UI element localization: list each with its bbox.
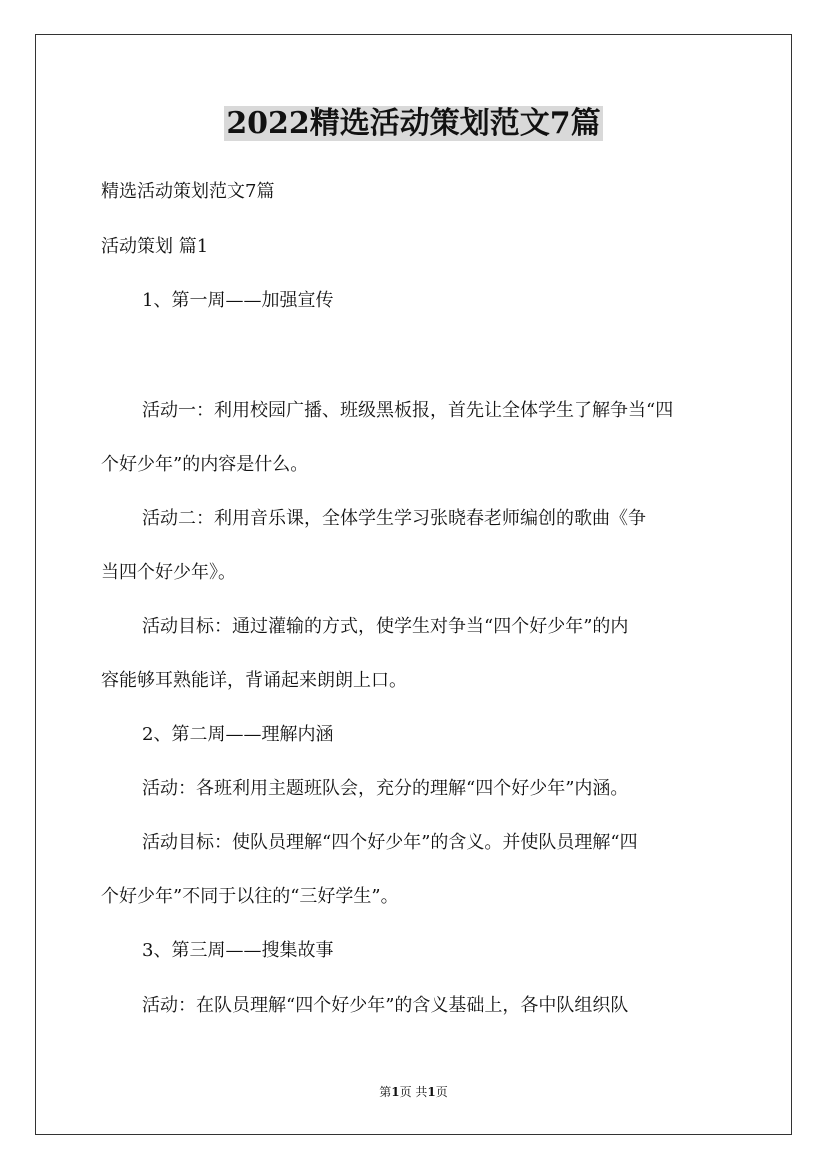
document-title-text: 2022精选活动策划范文7篇 — [226, 106, 601, 141]
paragraph-line: 活动目标：通过灌输的方式，使学生对争当“四个好少年”的内 — [142, 616, 629, 637]
paragraph-line: 活动目标：使队员理解“四个好少年”的含义。并使队员理解“四 — [142, 832, 638, 853]
document-title — [0, 104, 827, 144]
footer-current-page: 1 — [391, 1085, 400, 1099]
footer-total-pages: 1 — [427, 1085, 436, 1099]
page-footer — [0, 1084, 827, 1100]
section-heading: 活动策划 篇1 — [101, 236, 209, 257]
footer-mid: 页 共 — [399, 1085, 428, 1099]
paragraph-line: 个好少年”不同于以往的“三好学生”。 — [101, 886, 399, 907]
footer-suffix: 页 — [435, 1085, 448, 1099]
week-heading-3: 3、第三周——搜集故事 — [142, 940, 334, 961]
subtitle-line: 精选活动策划范文7篇 — [101, 181, 275, 202]
paragraph-line: 活动：各班利用主题班队会，充分的理解“四个好少年”内涵。 — [142, 778, 629, 799]
paragraph-line: 当四个好少年》。 — [101, 562, 236, 583]
week-heading-1: 1、第一周——加强宣传 — [142, 290, 334, 311]
paragraph-line: 活动一：利用校园广播、班级黑板报，首先让全体学生了解争当“四 — [142, 400, 674, 421]
paragraph-line: 容能够耳熟能详，背诵起来朗朗上口。 — [101, 670, 407, 691]
paragraph-line: 活动二：利用音乐课，全体学生学习张晓春老师编创的歌曲《争 — [142, 508, 646, 529]
week-heading-2: 2、第二周——理解内涵 — [142, 724, 334, 745]
footer-prefix: 第 — [379, 1085, 392, 1099]
paragraph-line: 活动：在队员理解“四个好少年”的含义基础上，各中队组织队 — [142, 995, 629, 1016]
paragraph-line: 个好少年”的内容是什么。 — [101, 454, 309, 475]
